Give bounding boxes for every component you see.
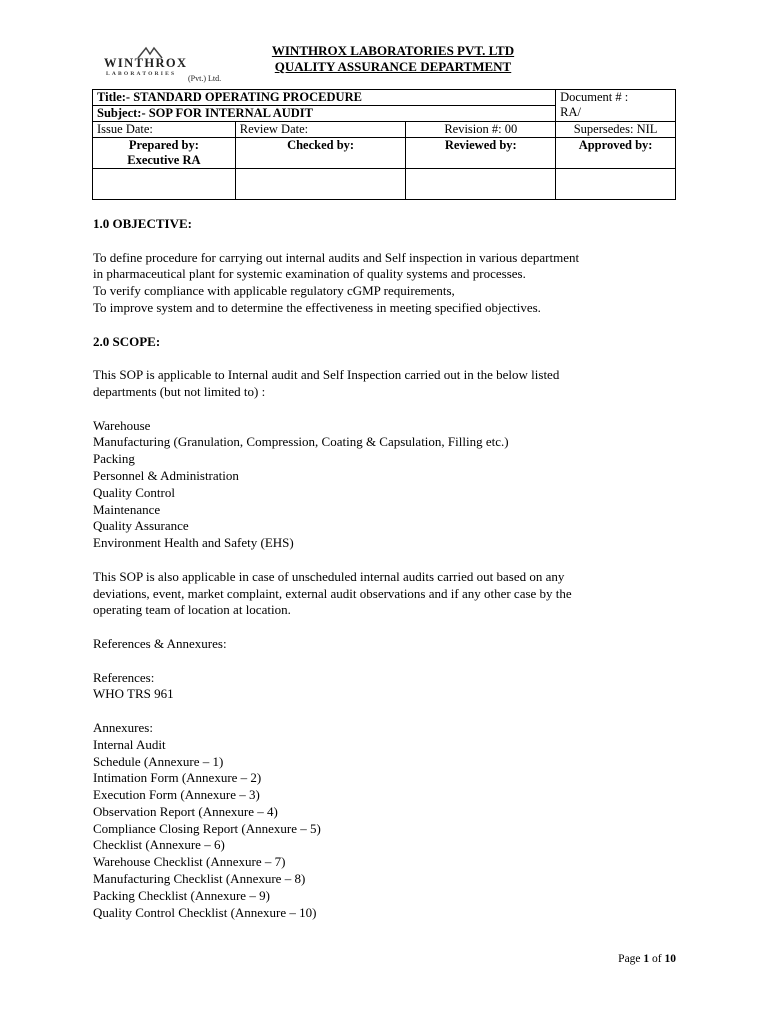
department-item: Maintenance [93,501,161,517]
page-current: 1 [643,953,650,965]
objective-line: To define procedure for carrying out internal audits and Self inspection in various department [93,249,580,265]
prepared-by-cell [93,138,236,169]
annexure-item: Checklist (Annexure – 6) [93,837,225,853]
annexure-item: Warehouse Checklist (Annexure – 7) [93,854,286,870]
annexure-item: Packing Checklist (Annexure – 9) [93,887,270,903]
prepared-by-value: Executive RA [127,153,201,167]
objective-line: To improve system and to determine the effectiveness in meeting specified objectives. [93,299,541,315]
department-item: Packing [93,451,135,467]
reviewed-signature [406,169,556,200]
logo-subtitle: LABORATORIES [106,71,177,77]
annexure-item: Execution Form (Annexure – 3) [93,787,260,803]
sop-meta-table [92,89,676,200]
checked-signature [235,169,406,200]
annexures-label: Annexures: [93,719,153,735]
reference-item: WHO TRS 961 [93,686,174,702]
sop-subject: Subject:- SOP FOR INTERNAL AUDIT [93,106,556,122]
department-item: Quality Control [93,484,175,500]
approved-signature [556,169,676,200]
annexure-item: Intimation Form (Annexure – 2) [93,770,262,786]
objective-heading: 1.0 OBJECTIVE: [93,216,192,231]
sop-title: Title:- STANDARD OPERATING PROCEDURE [93,90,556,106]
annexure-item: Internal Audit [93,736,166,752]
department-item: Personnel & Administration [93,467,239,483]
objective-line: in pharmaceutical plant for systemic examination of quality systems and processes. [93,266,526,282]
annexure-item: Manufacturing Checklist (Annexure – 8) [93,871,306,887]
document-number-cell [556,90,676,122]
department-name: QUALITY ASSURANCE DEPARTMENT [274,59,512,74]
annexure-item: Observation Report (Annexure – 4) [93,803,278,819]
department-item: Environment Health and Safety (EHS) [93,535,294,551]
scope-intro: This SOP is applicable to Internal audit and Self Inspection carried out in the below listed [93,367,560,383]
revision-number: Revision #: 00 [406,122,556,138]
document-number-value: RA/ [560,105,581,119]
annexure-item: Schedule (Annexure – 1) [93,753,224,769]
department-item: Manufacturing (Granulation, Compression, Coating & Capsulation, Filling etc.) [93,434,509,450]
page-label: Page [618,953,641,965]
page-number [618,953,676,965]
issue-date: Issue Date: [93,122,236,138]
page-of: of [652,953,662,965]
prepared-signature [93,169,236,200]
supersedes: Supersedes: NIL [556,122,676,138]
review-date: Review Date: [235,122,406,138]
scope-heading: 2.0 SCOPE: [93,333,161,349]
reviewed-by-label: Reviewed by: [406,138,556,169]
department-item: Warehouse [93,417,151,433]
prepared-by-label: Prepared by: [128,138,199,152]
references-annexures-label: References & Annexures: [93,635,227,651]
scope-extra: deviations, event, market complaint, external audit observations and if any other case by the [93,585,572,601]
company-name: WINTHROX LABORATORIES PVT. LTD [271,43,515,58]
scope-extra: operating team of location at location. [93,602,291,618]
document-number-label: Document # : [560,90,629,104]
checked-by-label: Checked by: [235,138,406,169]
scope-extra: This SOP is also applicable in case of unscheduled internal audits carried out based on any [93,568,565,584]
annexure-item: Quality Control Checklist (Annexure – 10) [93,904,317,920]
approved-by-label: Approved by: [556,138,676,169]
department-item: Quality Assurance [93,518,189,534]
page-total: 10 [664,953,676,965]
references-label: References: [93,669,155,685]
objective-line: To verify compliance with applicable regulatory cGMP requirements, [93,283,455,299]
logo-wordmark: WINTHROX [104,56,188,70]
document-body [93,216,683,921]
scope-intro: departments (but not limited to) : [93,383,266,399]
annexure-item: Compliance Closing Report (Annexure – 5) [93,820,321,836]
logo-pvt-ltd: (Pvt.) Ltd. [188,74,222,83]
